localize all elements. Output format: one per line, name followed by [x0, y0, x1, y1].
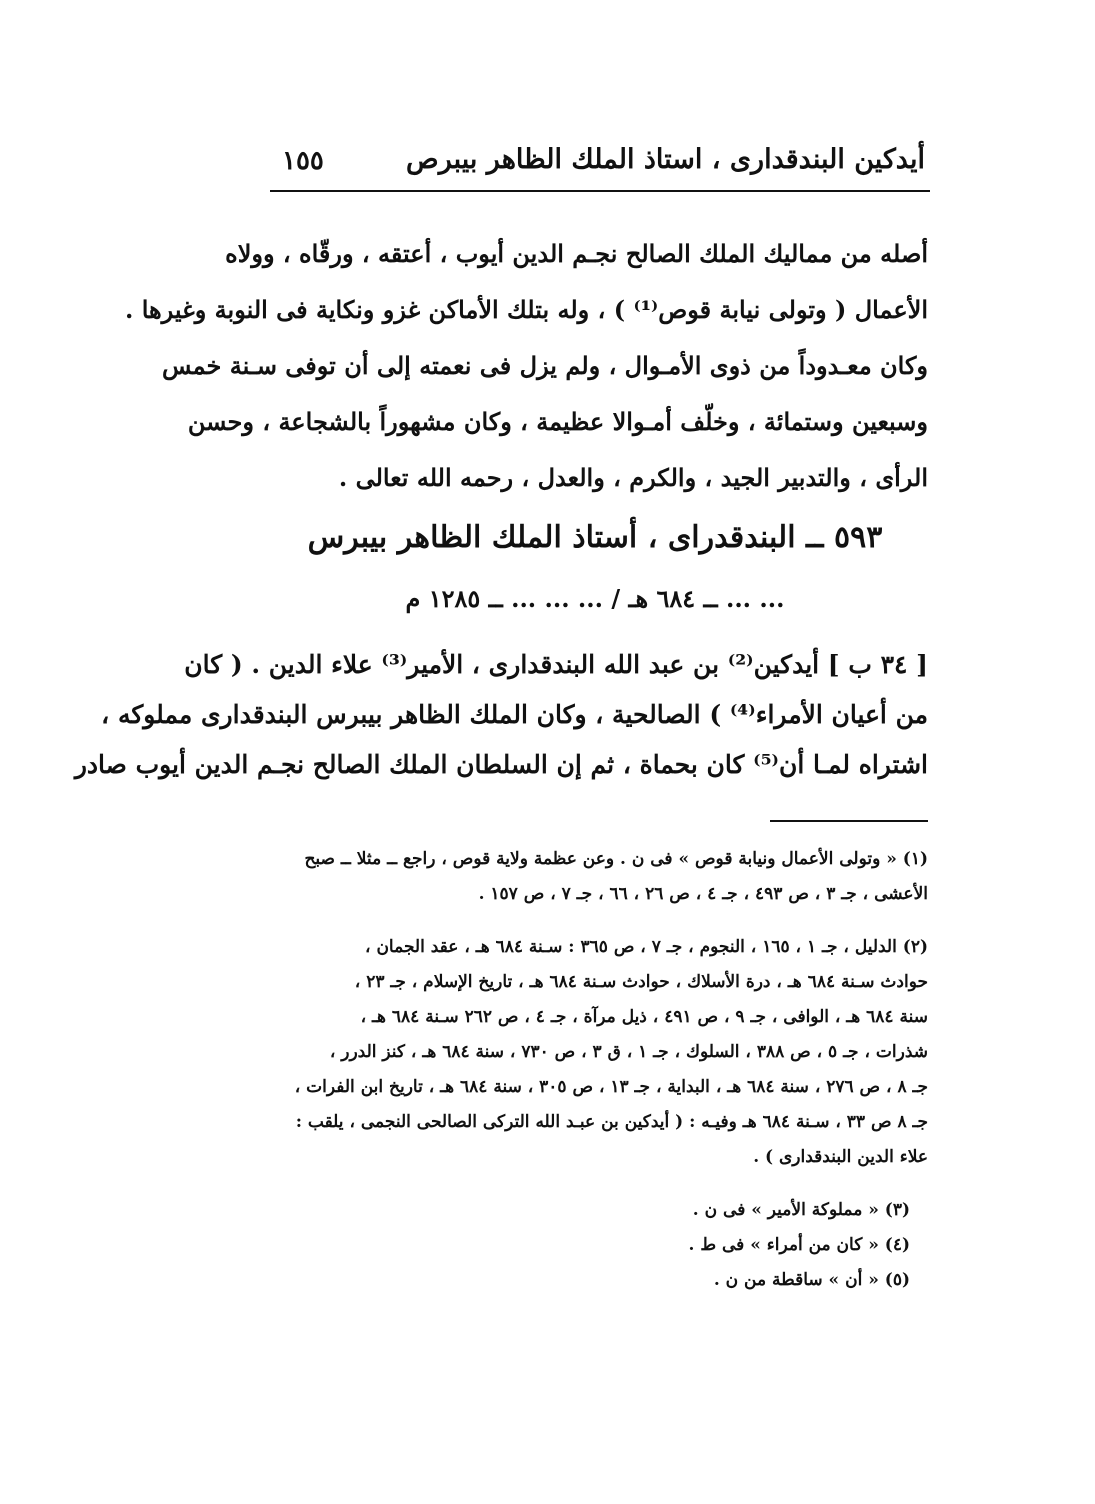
paragraph-1	[124, 226, 928, 506]
running-title: أيدكين البندقدارى ، استاذ الملك الظاهر بيبرص	[406, 144, 925, 175]
footnote-2-line: علاء الدين البندقدارى ) .	[753, 1147, 928, 1167]
footnote-5: (٥) « أن » ساقطة من ن .	[713, 1270, 910, 1290]
footnote-spacer	[262, 912, 928, 930]
footnote-2-line: جـ ٨ ص ٣٣ ، سـنة ٦٨٤ هـ وفيـه : ( أيدكين بن عبـد الله التركى الصالحى النجمى ، يلقب :	[295, 1112, 928, 1132]
footnote-1-line: (١) « وتولى الأعمال ونيابة قوص » فى ن . وعن عظمة ولاية قوص ، راجع ــ مثلا ــ صبح	[304, 849, 928, 869]
header-rule	[270, 190, 930, 192]
paragraph-2	[74, 640, 928, 790]
text-line: من أعيان الأمراء⁽⁴⁾ ) الصالحية ، وكان الملك الظاهر بيبرس البندقدارى مملوكه ،	[101, 700, 928, 729]
text-line: اشتراه لمـا أن⁽⁵⁾ كان بحماة ، ثم إن السلطان الملك الصالح نجـم الدين أيوب صادر	[74, 750, 928, 779]
text-line: أصله من مماليك الملك الصالح نجـم الدين أيوب ، أعتقه ، ورقّاه ، وولاه	[225, 239, 928, 268]
text-line: الأعمال ( وتولى نيابة قوص⁽¹⁾ ) ، وله بتلك الأماكن غزو ونكاية فى النوبة وغيرها .	[124, 295, 928, 324]
footnote-2-line: (٢) الدليل ، جـ ١ ، ١٦٥ ، النجوم ، جـ ٧ ، ص ٣٦٥ : سـنة ٦٨٤ هـ ، عقد الجمان ،	[365, 937, 928, 957]
footnote-1-line: الأعشى ، جـ ٣ ، ص ٤٩٣ ، جـ ٤ ، ص ٢٦ ، ٦٦ ، جـ ٧ ، ص ١٥٧ .	[478, 884, 928, 904]
entry-heading: ٥٩٣ ــ البندقدراى ، أستاذ الملك الظاهر بيبرس	[307, 520, 883, 555]
page-number: ١٥٥	[282, 146, 324, 176]
text-line: وسبعين وستمائة ، وخلّف أمـوالا عظيمة ، وكان مشهوراً بالشجاعة ، وحسن	[187, 407, 928, 436]
page-header	[270, 140, 925, 192]
text-line: [ ٣٤ ب ] أيدكين⁽²⁾ بن عبد الله البندقدارى ، الأمير⁽³⁾ علاء الدين . ( كان	[184, 650, 928, 679]
footnote-2-line: حوادث سـنة ٦٨٤ هـ ، درة الأسلاك ، حوادث سـنة ٦٨٤ هـ ، تاريخ الإسلام ، جـ ٢٣ ،	[354, 972, 928, 992]
footnote-rule	[770, 820, 928, 822]
text-line: وكان معـدوداً من ذوى الأمـوال ، ولم يزل فى نعمته إلى أن توفى سـنة خمس	[162, 351, 928, 380]
text-line: الرأى ، والتدبير الجيد ، والكرم ، والعدل ، رحمه الله تعالى .	[338, 463, 928, 492]
footnote-3: (٣) « مملوكة الأمير » فى ن .	[692, 1200, 910, 1220]
footnote-2-line: شذرات ، جـ ٥ ، ص ٣٨٨ ، السلوك ، جـ ١ ، ق ٣ ، ص ٧٣٠ ، سنة ٦٨٤ هـ ، كنز الدرر ،	[329, 1042, 928, 1062]
footnote-2-line: جـ ٨ ، ص ٢٧٦ ، سنة ٦٨٤ هـ ، البداية ، جـ ١٣ ، ص ٣٠٥ ، سنة ٦٨٤ هـ ، تاريخ ابن الفرات ،	[294, 1077, 928, 1097]
entry-dates: ... ... ــ ٦٨٤ هـ / ... ... ... ــ ١٢٨٥ م	[405, 584, 785, 613]
footnotes	[262, 842, 928, 1298]
footnote-4: (٤) « كان من أمراء » فى ط .	[688, 1235, 910, 1255]
footnote-2-line: سنة ٦٨٤ هـ ، الوافى ، جـ ٩ ، ص ٤٩١ ، ذيل مرآة ، جـ ٤ ، ص ٢٦٢ سـنة ٦٨٤ هـ ،	[360, 1007, 928, 1027]
footnote-spacer	[262, 1175, 928, 1193]
